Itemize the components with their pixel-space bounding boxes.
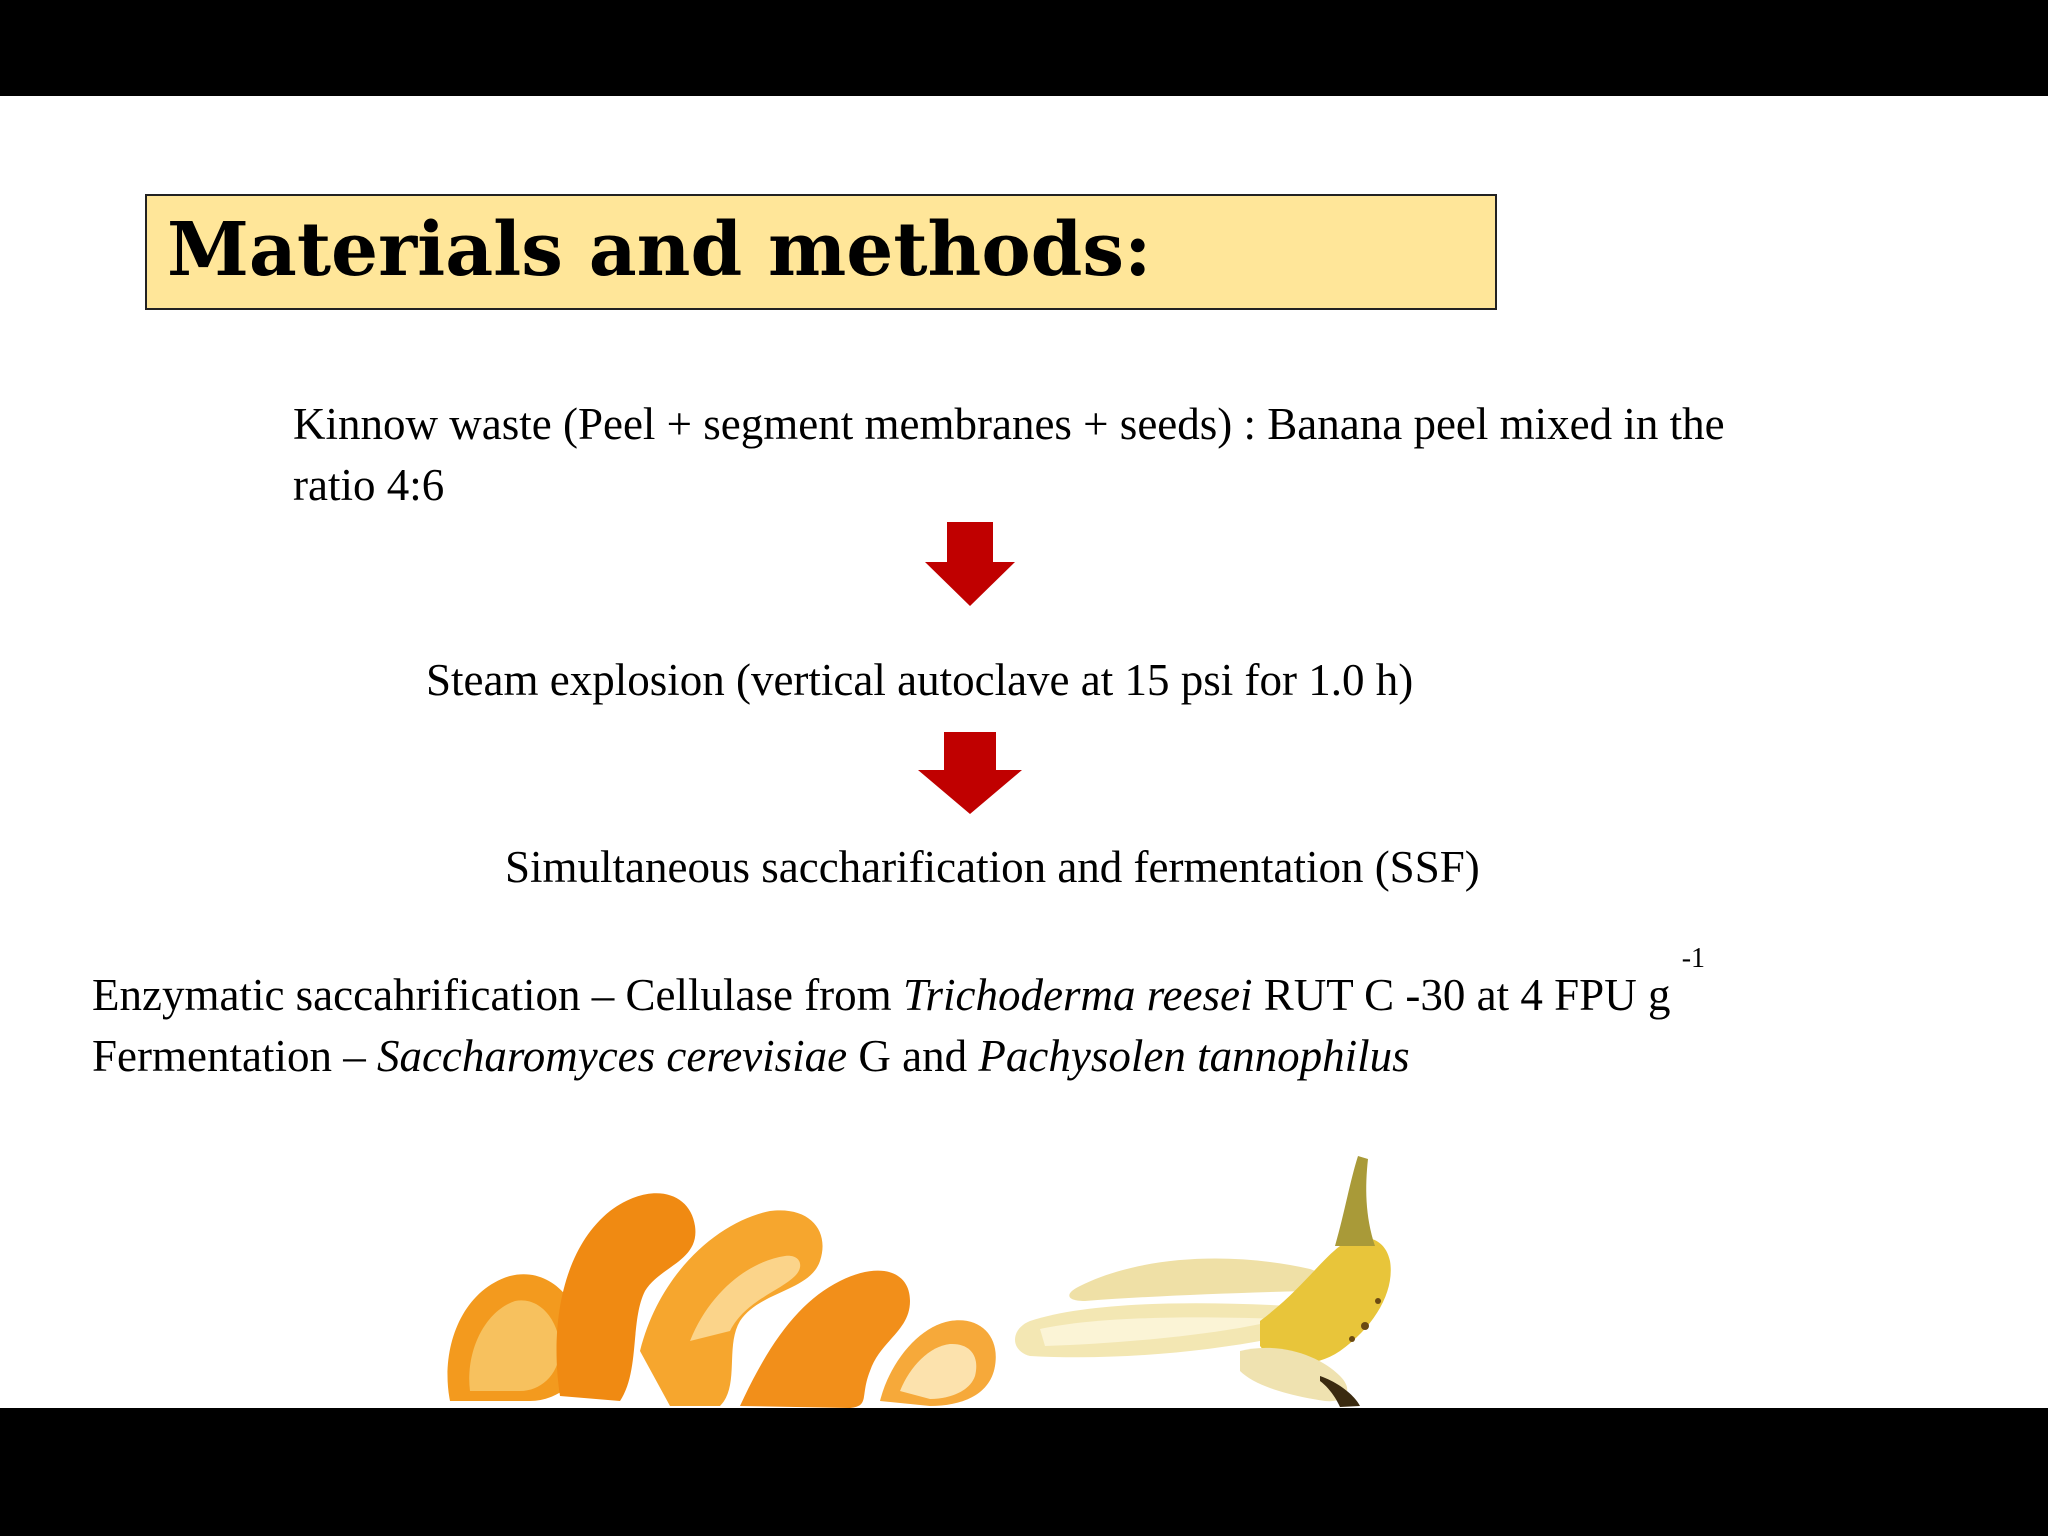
fermentation-organism-1: Saccharomyces cerevisiae	[376, 1031, 848, 1081]
down-arrow-icon	[925, 522, 1015, 606]
banana-peel-image	[1015, 1156, 1391, 1407]
fermentation-middle: G and	[847, 1031, 979, 1081]
letterbox-top	[0, 0, 2048, 96]
step-steam-explosion: Steam explosion (vertical autoclave at 15 psi for 1.0 h)	[426, 655, 1414, 705]
enzymatic-suffix: RUT C -30 at 4 FPU g	[1252, 970, 1682, 1020]
step-ssf: Simultaneous saccharification and fermentation (SSF)	[505, 842, 1480, 892]
enzymatic-organism: Trichoderma reesei	[902, 970, 1253, 1020]
peel-illustration	[440, 1151, 1500, 1408]
fermentation-prefix: Fermentation –	[92, 1031, 377, 1081]
fermentation-line	[92, 1026, 1705, 1087]
enzymatic-prefix: Enzymatic saccahrification – Cellulase from	[92, 970, 903, 1020]
enzymatic-line	[92, 943, 1706, 1026]
step1-line1: Kinnow waste (Peel + segment membranes + seeds) : Banana peel mixed in the	[293, 399, 1725, 449]
title-box	[145, 194, 1497, 310]
down-arrow-icon	[918, 732, 1022, 814]
slide	[0, 96, 2048, 1408]
step-kinnow-banana-mix	[293, 394, 1725, 516]
slide-title: Materials and methods:	[167, 207, 1152, 293]
letterbox-bottom	[0, 1408, 2048, 1536]
step1-line2: ratio 4:6	[293, 460, 445, 510]
fermentation-organism-2: Pachysolen tannophilus	[978, 1031, 1410, 1081]
enzymatic-superscript: -1	[1681, 943, 1706, 974]
process-details	[92, 943, 1706, 1087]
orange-peel-image	[448, 1193, 996, 1408]
